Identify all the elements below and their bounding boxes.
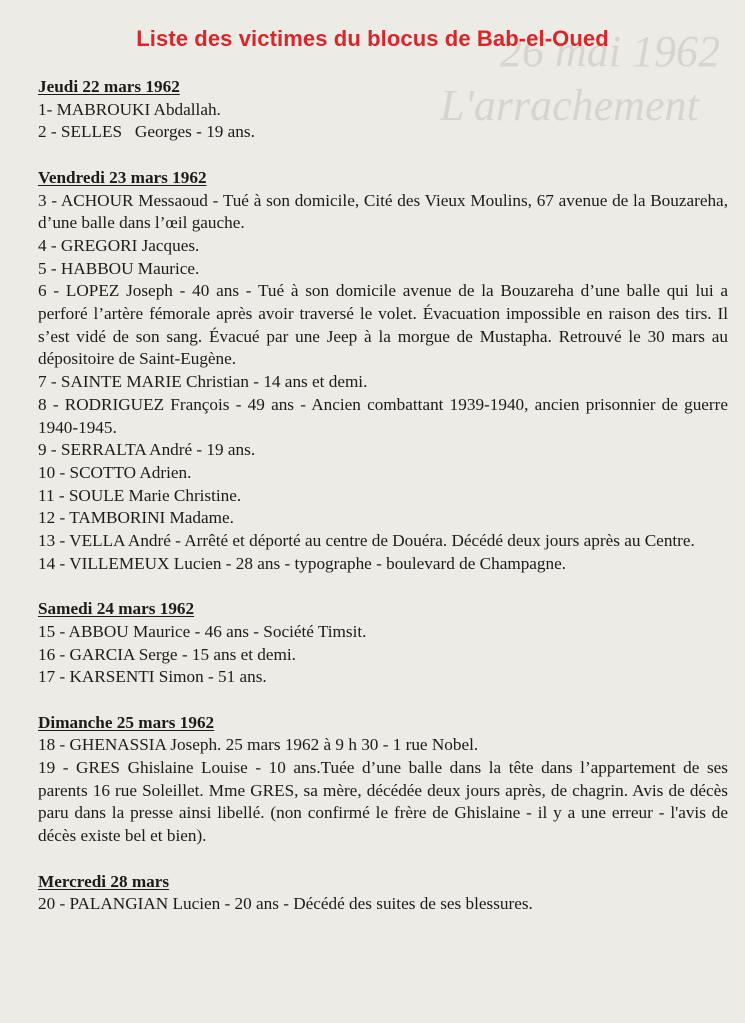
section-dimanche-25-mars xyxy=(38,712,728,848)
section-heading: Dimanche 25 mars 1962 xyxy=(38,712,215,732)
list-item: 18 - GHENASSIA Joseph. 25 mars 1962 à 9 h 30 - 1 rue Nobel. xyxy=(38,735,479,755)
list-item: 10 - SCOTTO Adrien. xyxy=(38,462,192,482)
list-item: 6 - LOPEZ Joseph - 40 ans - Tué à son domicile avenue de la Bouzareha d’une balle qui lui a perforé l’artère fémorale après avoir traversé le volet. Évacuation impossible en raison des tirs. Il s’est vidé de son sang. Évacué par une Jeep à la morgue de Mustapha. Retrouvé le 30 mars au dépositoire de Saint-Eugène. xyxy=(38,281,728,369)
section-vendredi-23-mars xyxy=(38,167,728,576)
section-samedi-24-mars xyxy=(38,598,728,689)
section-heading: Jeudi 22 mars 1962 xyxy=(38,77,180,96)
victims-list xyxy=(38,76,728,939)
list-item: 14 - VILLEMEUX Lucien - 28 ans - typographe - boulevard de Champagne. xyxy=(38,553,567,573)
list-item: 4 - GREGORI Jacques. xyxy=(38,235,200,255)
section-jeudi-22-mars xyxy=(38,76,728,144)
list-item: 15 - ABBOU Maurice - 46 ans - Société Timsit. xyxy=(38,621,367,641)
list-item: 16 - GARCIA Serge - 15 ans et demi. xyxy=(38,644,296,664)
section-mercredi-28-mars xyxy=(38,871,728,916)
list-item: 12 - TAMBORINI Madame. xyxy=(38,508,234,528)
list-item: 8 - RODRIGUEZ François - 49 ans - Ancien combattant 1939-1940, ancien prisonnier de guerre 1940-1945. xyxy=(38,394,728,437)
list-item: 17 - KARSENTI Simon - 51 ans. xyxy=(38,667,267,687)
list-item: 3 - ACHOUR Messaoud - Tué à son domicile, Cité des Vieux Moulins, 67 avenue de la Bouzareha, d’une balle dans l’œil gauche. xyxy=(38,190,728,233)
section-heading: Samedi 24 mars 1962 xyxy=(38,599,195,619)
list-item: 19 - GRES Ghislaine Louise - 10 ans.Tuée d’une balle dans la tête dans l’appartement de ses parents 16 rue Soleillet. Mme GRES, sa mère, décédée deux jours après, de chagrin. Avis de décès paru dans la presse ainsi libellé. (non confirmé le frère de Ghislaine - il y a une erreur - l'avis de décès existe bel et bien). xyxy=(38,758,728,846)
list-item: 5 - HABBOU Maurice. xyxy=(38,258,200,278)
list-item: 13 - VELLA André - Arrêté et déporté au centre de Douéra. Décédé deux jours après au Centre. xyxy=(38,531,695,551)
list-item: 9 - SERRALTA André - 19 ans. xyxy=(38,440,256,460)
document-title: Liste des victimes du blocus de Bab-el-Oued xyxy=(136,26,609,51)
list-item: 20 - PALANGIAN Lucien - 20 ans - Décédé des suites de ses blessures. xyxy=(38,894,533,914)
list-item: 2 - SELLES Georges - 19 ans. xyxy=(38,122,255,142)
section-heading: Mercredi 28 mars xyxy=(38,871,170,891)
section-heading: Vendredi 23 mars 1962 xyxy=(38,167,207,187)
list-item: 7 - SAINTE MARIE Christian - 14 ans et demi. xyxy=(38,372,368,392)
show-through-text: 26 mai 1962 xyxy=(500,27,720,76)
show-through-text: L'arrachement xyxy=(440,81,699,130)
list-item: 11 - SOULE Marie Christine. xyxy=(38,485,242,505)
list-item: 1- MABROUKI Abdallah. xyxy=(38,99,221,119)
